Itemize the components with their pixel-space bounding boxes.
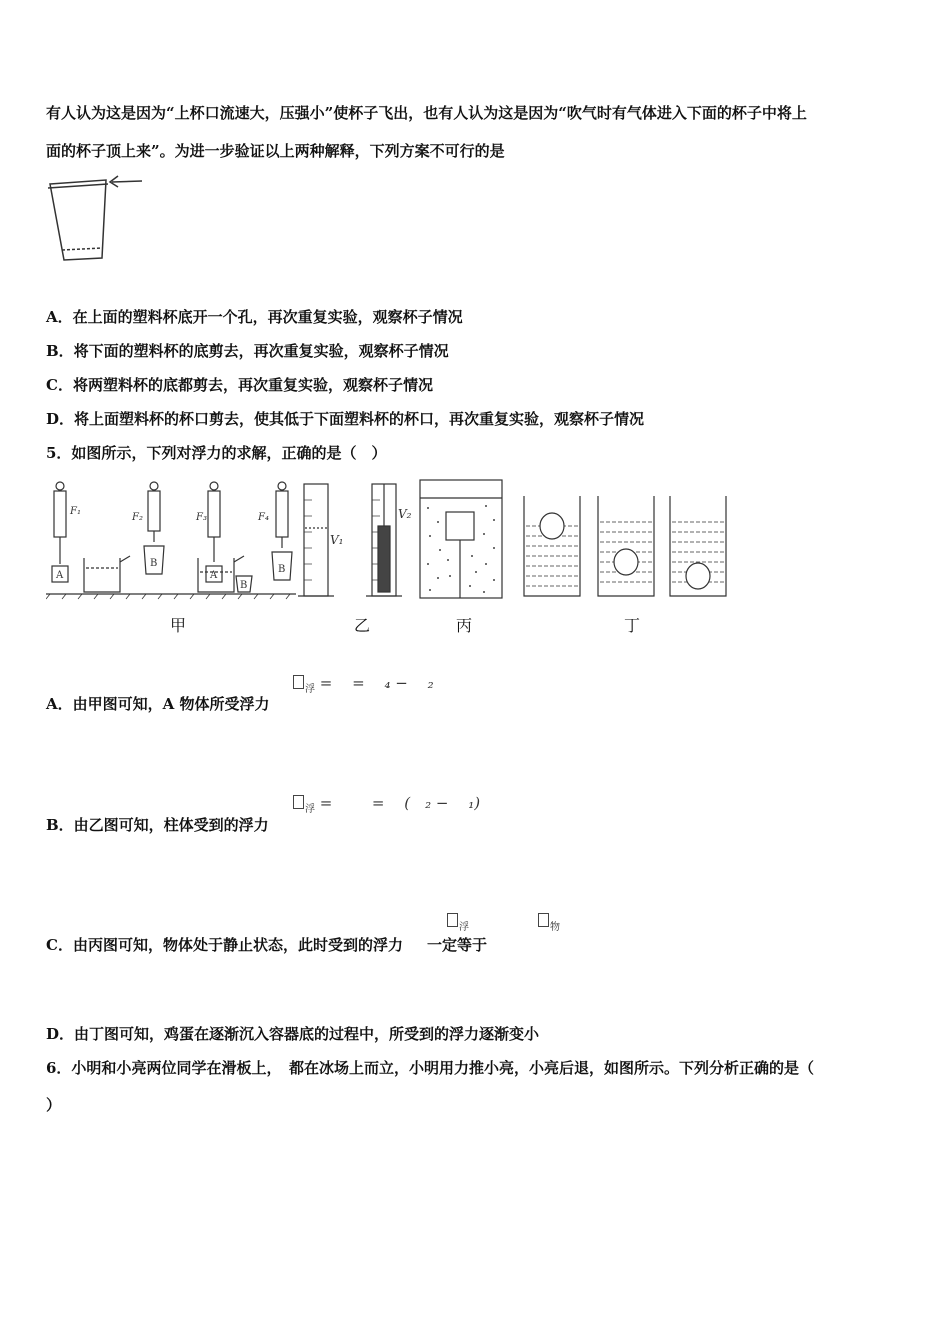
label-f1: F₁ (70, 506, 81, 517)
formula-c-right: 物 (537, 912, 560, 933)
label-f3: F₃ (196, 512, 207, 523)
formula-b: $_浮$ = = ( ₂ − ₁) (292, 792, 480, 815)
label-b-3: B (278, 564, 286, 575)
q6-line-2: ） (46, 1096, 62, 1114)
q5-option-a: A．由甲图可知，A 物体所受浮力 (46, 695, 270, 713)
label-a: A (56, 570, 64, 581)
stacked-cups-figure (46, 172, 156, 267)
caption-jia: 甲 (170, 616, 187, 635)
buoyancy-figures (46, 476, 746, 606)
figure-bing (420, 480, 502, 598)
q5-option-c (46, 935, 487, 955)
formula-c-left: 浮 (446, 912, 469, 933)
q4-option-b: B．将下面的塑料杯的底剪去，再次重复实验，观察杯子情况 (46, 342, 449, 360)
q6-line-1: 6．小明和小亮两位同学在滑板上， 都在冰场上而立，小明用力推小亮，小亮后退，如图所示。下列分析正确的是（ (46, 1059, 814, 1077)
intro-line-1: 有人认为这是因为“上杯口流速大，压强小”使杯子飞出，也有人认为这是因为“吹气时有气体进入下面的杯子中将上 (46, 104, 807, 122)
figure-ding (524, 496, 726, 596)
q5-stem: 5．如图所示，下列对浮力的求解，正确的是（ ） (46, 444, 387, 462)
label-v2: V₂ (398, 507, 412, 521)
label-b-2: B (240, 580, 248, 591)
q5-option-c-mid: 一定等于 (426, 936, 487, 954)
q4-option-c: C．将两塑料杯的底都剪去，再次重复实验，观察杯子情况 (46, 376, 433, 394)
q5-option-b: B．由乙图可知，柱体受到的浮力 (46, 816, 269, 834)
q4-option-d: D．将上面塑料杯的杯口剪去，使其低于下面塑料杯的杯口，再次重复实验，观察杯子情况 (46, 410, 645, 428)
label-b: B (150, 558, 158, 569)
intro-line-2: 面的杯子顶上来”。为进一步验证以上两种解释，下列方案不可行的是 (46, 142, 505, 160)
q5-option-d: D．由丁图可知，鸡蛋在逐渐沉入容器底的过程中，所受到的浮力逐渐变小 (46, 1025, 540, 1043)
figure-yi (298, 484, 402, 596)
caption-ding: 丁 (624, 616, 641, 635)
formula-a: $_浮$ = = ₄ − ₂ (292, 672, 434, 695)
q4-option-a: A．在上面的塑料杯底开一个孔，再次重复实验，观察杯子情况 (46, 308, 463, 326)
label-f4: F₄ (258, 512, 269, 523)
caption-bing: 丙 (456, 616, 473, 635)
label-v1: V₁ (330, 533, 344, 547)
label-f2: F₂ (132, 512, 143, 523)
q5-option-c-text: C．由丙图可知，物体处于静止状态，此时受到的浮力 (46, 936, 403, 954)
figure-jia (46, 482, 296, 599)
caption-yi: 乙 (354, 616, 371, 635)
label-a-2: A (210, 570, 218, 581)
